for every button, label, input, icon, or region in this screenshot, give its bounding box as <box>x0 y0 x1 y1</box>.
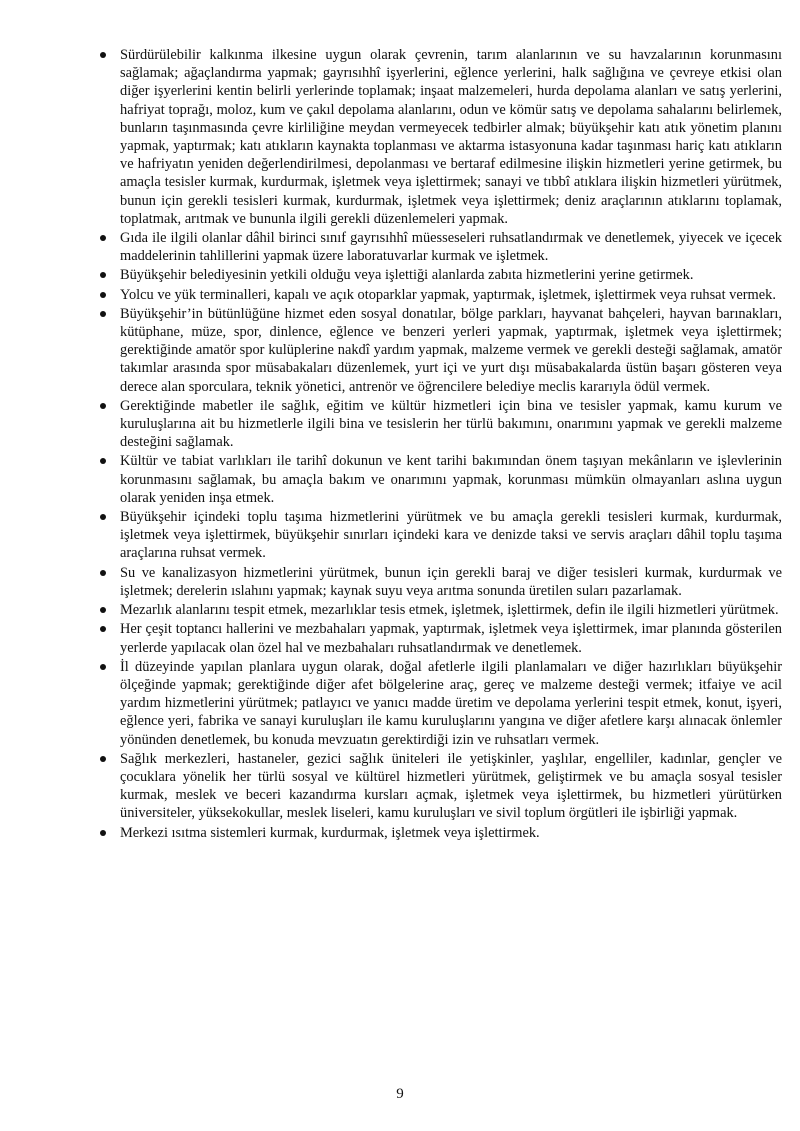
list-item <box>98 397 782 452</box>
list-item-text: Gıda ile ilgili olanlar dâhil birinci sınıf gayrısıhhî müesseseleri ruhsatlandırmak ve denetlemek, yiyecek ve içecek maddelerinin tahlillerini yapmak üzere laboratuvarlar kurmak ve işletmek. <box>120 230 782 265</box>
bullet-icon <box>100 756 106 762</box>
list-item-text: Su ve kanalizasyon hizmetlerini yürütmek, bunun için gerekli baraj ve diğer tesisleri kurmak, kurdurmak ve işletmek; derelerin ıslahını yapmak; kaynak suyu veya arıtma sonunda üretilen suları pazarlamak. <box>120 564 782 599</box>
bullet-icon <box>100 458 106 464</box>
list-item-text: Sağlık merkezleri, hastaneler, gezici sağlık üniteleri ile yetişkinler, yaşlılar, engelliler, kadınlar, gençler ve çocuklara yönelik her türlü sosyal ve kültürel hizmetleri yürütmek, geliştirmek ve bu amaçla sosyal tesisler kurmak, meslek ve beceri kazandırma kursları açmak, işletmek veya işlettirmek, bu hizmetleri yürütürken üniversiteler, yüksekokullar, meslek liseleri, kamu kuruluşları ve sivil toplum örgütleri ile işbirliği yapmak. <box>120 750 782 822</box>
list-item-text: Büyükşehir içindeki toplu taşıma hizmetlerini yürütmek ve bu amaçla gerekli tesisleri kurmak, kurdurmak, işletmek veya işlettirmek, büyükşehir sınırları içindeki kara ve denizde taksi ve servis araçları dâhil toplu taşıma araçlarına ruhsat vermek. <box>120 509 782 562</box>
list-item <box>98 620 782 656</box>
page-number: 9 <box>396 1086 404 1102</box>
list-item <box>98 286 782 304</box>
list-item <box>98 508 782 563</box>
bullet-list <box>98 46 782 843</box>
list-item <box>98 750 782 823</box>
list-item-text: Merkezi ısıtma sistemleri kurmak, kurdurmak, işletmek veya işlettirmek. <box>120 824 540 841</box>
list-item <box>98 305 782 396</box>
bullet-icon <box>100 830 106 836</box>
list-item <box>98 564 782 600</box>
bullet-icon <box>100 570 106 576</box>
list-item <box>98 601 782 619</box>
bullet-icon <box>100 514 106 520</box>
list-item-text: İl düzeyinde yapılan planlara uygun olarak, doğal afetlerle ilgili planlamaları ve diğer hazırlıkları büyükşehir ölçeğinde yapmak; gerektiğinde diğer afet bölgelerine araç, gereç ve malzeme desteği vermek; itfaiye ve acil yardım hizmetlerini yürütmek; patlayıcı ve yanıcı madde üretim ve depolama yerlerini tespit etmek, konut, işyeri, eğlence yeri, fabrika ve sanayi kuruluşları ile kamu kuruluşlarını yangına ve diğer afetlere karşı alınacak önlemler yönünden denetlemek, bu konuda mevzuatın gerektirdiği izin ve ruhsatları vermek. <box>120 658 782 748</box>
list-item-text: Yolcu ve yük terminalleri, kapalı ve açık otoparklar yapmak, yaptırmak, işletmek, işlettirmek veya ruhsat vermek. <box>120 286 776 303</box>
bullet-icon <box>100 311 106 317</box>
bullet-icon <box>100 403 106 409</box>
list-item <box>98 229 782 265</box>
list-item-text: Gerektiğinde mabetler ile sağlık, eğitim ve kültür hizmetleri için bina ve tesisler yapmak, kamu kurum ve kuruluşlarına ait bu hizmetlerle ilgili bina ve tesislerin her türlü bakımını, onarımını yapmak ve gerekli malzeme desteğini sağlamak. <box>120 397 782 451</box>
bullet-icon <box>100 607 106 613</box>
bullet-icon <box>100 664 106 670</box>
list-item <box>98 46 782 228</box>
list-item <box>98 658 782 749</box>
bullet-icon <box>100 292 106 298</box>
bullet-icon <box>100 272 106 278</box>
list-item <box>98 824 782 842</box>
list-item-text: Büyükşehir belediyesinin yetkili olduğu veya işlettiği alanlarda zabıta hizmetlerini yerine getirmek. <box>120 267 694 284</box>
list-item <box>98 452 782 507</box>
bullet-icon <box>100 626 106 632</box>
list-item-text: Sürdürülebilir kalkınma ilkesine uygun olarak çevrenin, tarım alanlarının ve su havzalarının korunmasını sağlamak; ağaçlandırma yapmak; gayrısıhhî işyerlerini, eğlence yerlerini, halk sağlığına ve çevreye etkisi olan diğer işyerlerini kentin belirli yerlerinde toplamak; inşaat malzemeleri, hurda depolama alanları ve satış yerlerini, hafriyat toprağı, moloz, kum ve çakıl depolama alanlarını, odun ve kömür satış ve depolama sahalarını belirlemek, bunların taşınmasında çevre kirliliğine meydan vermeyecek tedbirler almak; büyükşehir katı atık yönetim planını yapmak, yaptırmak; katı atıkların kaynakta toplanması ve aktarma istasyonuna kadar taşınması hariç katı atıkların ve hafriyatın yeniden değerlendirilmesi, depolanması ve bertaraf edilmesine ilişkin hizmetleri yerine getirmek, bu amaçla tesisler kurmak, kurdurmak, işletmek veya işlettirmek; sanayi ve tıbbî atıklara ilişkin hizmetleri yürütmek, bunun için gerekli tesisleri kurmak, kurdurmak, işletmek veya işlettirmek; deniz araçlarının atıklarını toplamak, toplatmak, arıtmak ve bununla ilgili gerekli düzenlemeleri yapmak. <box>120 47 782 227</box>
list-item-text: Mezarlık alanlarını tespit etmek, mezarlıklar tesis etmek, işletmek, işlettirmek, defin ile ilgili hizmetleri yürütmek. <box>120 602 779 619</box>
bullet-icon <box>100 52 106 58</box>
list-item <box>98 266 782 284</box>
list-item-text: Her çeşit toptancı hallerini ve mezbahaları yapmak, yaptırmak, işletmek veya işlettirmek, imar planında gösterilen yerlerde yapılacak olan özel hal ve mezbahaları ruhsatlandırmak ve denetlemek. <box>120 621 782 656</box>
list-item-text: Kültür ve tabiat varlıkları ile tarihî dokunun ve kent tarihi bakımından önem taşıyan mekânların ve işlevlerinin korunmasını sağlamak, bu amaçla bakım ve onarımını yapmak, korunması mümkün olmayanları aslına uygun olarak yeniden inşa etmek. <box>120 453 782 506</box>
bullet-icon <box>100 235 106 241</box>
list-item-text: Büyükşehir’in bütünlüğüne hizmet eden sosyal donatılar, bölge parkları, hayvanat bahçeleri, hayvan barınakları, kütüphane, müze, spor, dinlence, eğlence ve benzeri yerleri yapmak, yaptırmak, işletmek veya işlettirmek; gerektiğinde amatör spor kulüplerine nakdî yardım yapmak, malzeme vermek ve gerekli desteği sağlamak, amatör takımlar arasında spor müsabakaları düzenlemek, yurt içi ve yurt dışı müsabakalarda üstün başarı gösteren veya derece alan sporculara, teknik yönetici, antrenör ve öğrencilere belediye meclis kararıyla ödül vermek. <box>120 305 782 395</box>
